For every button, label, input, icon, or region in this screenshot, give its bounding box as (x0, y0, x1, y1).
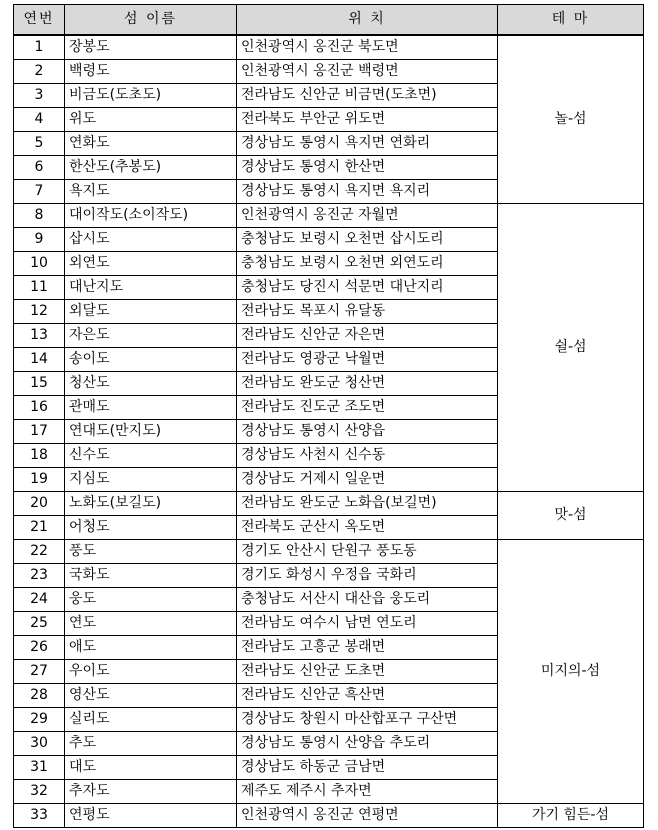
island-name: 추자도 (65, 780, 237, 804)
row-number: 28 (14, 684, 65, 708)
row-number: 11 (14, 276, 65, 300)
island-name: 대난지도 (65, 276, 237, 300)
island-location: 전라남도 진도군 조도면 (237, 396, 498, 420)
island-name: 연평도 (65, 804, 237, 828)
island-location: 경상남도 통영시 욕지면 욕지리 (237, 180, 498, 204)
island-name: 삽시도 (65, 228, 237, 252)
island-name: 신수도 (65, 444, 237, 468)
island-name: 추도 (65, 732, 237, 756)
island-location: 경상남도 통영시 산양읍 추도리 (237, 732, 498, 756)
row-number: 8 (14, 204, 65, 228)
island-location: 인천광역시 옹진군 자월면 (237, 204, 498, 228)
row-number: 14 (14, 348, 65, 372)
row-number: 31 (14, 756, 65, 780)
row-number: 4 (14, 108, 65, 132)
island-location: 전라남도 여수시 남면 연도리 (237, 612, 498, 636)
island-name: 청산도 (65, 372, 237, 396)
island-location: 전라남도 신안군 비금면(도초면) (237, 84, 498, 108)
row-number: 25 (14, 612, 65, 636)
row-number: 19 (14, 468, 65, 492)
row-number: 17 (14, 420, 65, 444)
row-number: 16 (14, 396, 65, 420)
row-number: 24 (14, 588, 65, 612)
theme-cell: 놀-섬 (498, 35, 644, 204)
header-no: 연번 (14, 5, 65, 36)
island-name: 실리도 (65, 708, 237, 732)
island-name: 어청도 (65, 516, 237, 540)
island-name: 한산도(추봉도) (65, 156, 237, 180)
island-location: 경상남도 통영시 한산면 (237, 156, 498, 180)
island-location: 인천광역시 옹진군 북도면 (237, 35, 498, 60)
island-name: 백령도 (65, 60, 237, 84)
row-number: 15 (14, 372, 65, 396)
island-name: 외연도 (65, 252, 237, 276)
island-location: 인천광역시 옹진군 백령면 (237, 60, 498, 84)
island-name: 애도 (65, 636, 237, 660)
island-location: 전라남도 신안군 도초면 (237, 660, 498, 684)
island-name: 연도 (65, 612, 237, 636)
island-location: 경상남도 사천시 신수동 (237, 444, 498, 468)
theme-cell: 가기 힘든-섬 (498, 804, 644, 828)
row-number: 23 (14, 564, 65, 588)
island-location: 충청남도 당진시 석문면 대난지리 (237, 276, 498, 300)
table-row (14, 492, 644, 516)
row-number: 3 (14, 84, 65, 108)
island-location: 충청남도 보령시 오천면 외연도리 (237, 252, 498, 276)
island-location: 전라남도 신안군 흑산면 (237, 684, 498, 708)
island-name: 노화도(보길도) (65, 492, 237, 516)
island-name: 연대도(만지도) (65, 420, 237, 444)
island-location: 경기도 안산시 단원구 풍도동 (237, 540, 498, 564)
table-row (14, 804, 644, 828)
row-number: 32 (14, 780, 65, 804)
island-name: 욕지도 (65, 180, 237, 204)
island-location: 전라남도 고흥군 봉래면 (237, 636, 498, 660)
island-name: 외달도 (65, 300, 237, 324)
row-number: 20 (14, 492, 65, 516)
island-location: 경상남도 통영시 산양읍 (237, 420, 498, 444)
island-name: 풍도 (65, 540, 237, 564)
island-location: 인천광역시 옹진군 연평면 (237, 804, 498, 828)
island-name: 송이도 (65, 348, 237, 372)
island-name: 대도 (65, 756, 237, 780)
island-name: 장봉도 (65, 35, 237, 60)
theme-cell: 미지의-섬 (498, 540, 644, 804)
island-name: 대이작도(소이작도) (65, 204, 237, 228)
row-number: 12 (14, 300, 65, 324)
island-location: 경상남도 창원시 마산합포구 구산면 (237, 708, 498, 732)
theme-cell: 쉴-섬 (498, 204, 644, 492)
row-number: 33 (14, 804, 65, 828)
island-location: 경상남도 통영시 욕지면 연화리 (237, 132, 498, 156)
island-location: 전라남도 완도군 노화읍(보길면) (237, 492, 498, 516)
table-row (14, 540, 644, 564)
row-number: 27 (14, 660, 65, 684)
row-number: 9 (14, 228, 65, 252)
island-name: 관매도 (65, 396, 237, 420)
theme-cell: 맛-섬 (498, 492, 644, 540)
island-location: 경기도 화성시 우정읍 국화리 (237, 564, 498, 588)
row-number: 13 (14, 324, 65, 348)
row-number: 30 (14, 732, 65, 756)
table-body (14, 35, 644, 828)
island-location: 충청남도 보령시 오천면 삽시도리 (237, 228, 498, 252)
island-location: 전라남도 영광군 낙월면 (237, 348, 498, 372)
island-location: 전라남도 완도군 청산면 (237, 372, 498, 396)
island-location: 경상남도 거제시 일운면 (237, 468, 498, 492)
row-number: 5 (14, 132, 65, 156)
island-name: 자은도 (65, 324, 237, 348)
island-location: 전라북도 군산시 옥도면 (237, 516, 498, 540)
header-row (14, 5, 644, 36)
table-row (14, 35, 644, 60)
island-name: 웅도 (65, 588, 237, 612)
row-number: 18 (14, 444, 65, 468)
island-location: 전라북도 부안군 위도면 (237, 108, 498, 132)
table-row (14, 204, 644, 228)
island-location: 전라남도 목포시 유달동 (237, 300, 498, 324)
header-theme: 테 마 (498, 5, 644, 36)
islands-table (13, 4, 644, 828)
island-name: 위도 (65, 108, 237, 132)
row-number: 6 (14, 156, 65, 180)
island-location: 전라남도 신안군 자은면 (237, 324, 498, 348)
island-location: 경상남도 하동군 금남면 (237, 756, 498, 780)
row-number: 7 (14, 180, 65, 204)
row-number: 22 (14, 540, 65, 564)
row-number: 29 (14, 708, 65, 732)
row-number: 2 (14, 60, 65, 84)
island-name: 지심도 (65, 468, 237, 492)
island-name: 비금도(도초도) (65, 84, 237, 108)
row-number: 21 (14, 516, 65, 540)
island-name: 국화도 (65, 564, 237, 588)
island-name: 우이도 (65, 660, 237, 684)
header-location: 위 치 (237, 5, 498, 36)
island-name: 영산도 (65, 684, 237, 708)
row-number: 1 (14, 35, 65, 60)
island-name: 연화도 (65, 132, 237, 156)
island-location: 충청남도 서산시 대산읍 웅도리 (237, 588, 498, 612)
row-number: 26 (14, 636, 65, 660)
header-name: 섬 이름 (65, 5, 237, 36)
row-number: 10 (14, 252, 65, 276)
island-location: 제주도 제주시 추자면 (237, 780, 498, 804)
